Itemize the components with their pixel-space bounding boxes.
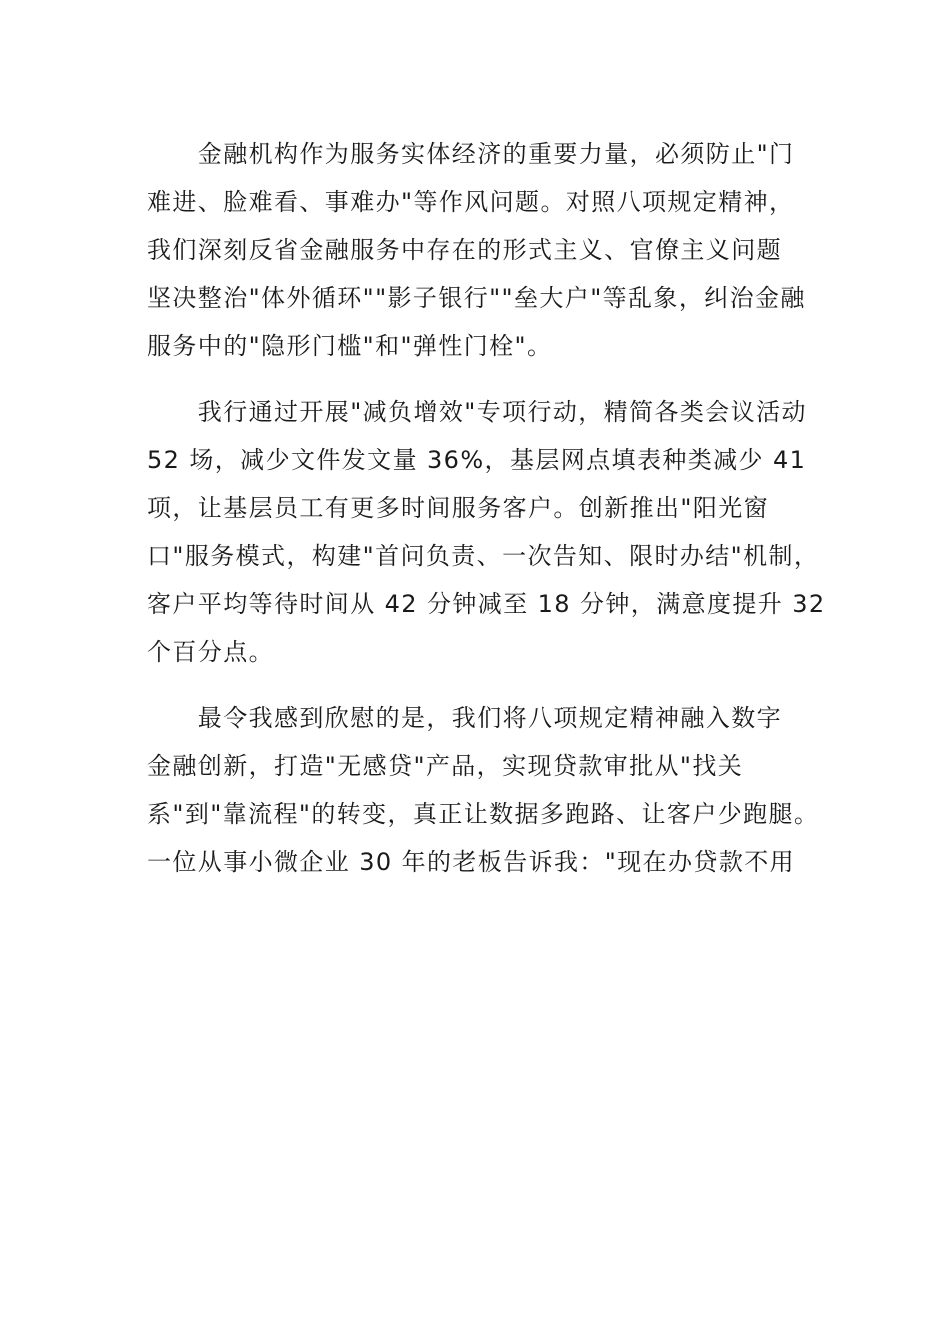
document-body [147,130,826,886]
paragraph-3-line-3: 系"到"靠流程"的转变，真正让数据多跑路、让客户少跑腿。 [147,800,820,828]
paragraph-1-line-4: 坚决整治"体外循环""影子银行""垒大户"等乱象，纠治金融 [147,284,806,312]
paragraph-1-line-2: 难进、脸难看、事难办"等作风问题。对照八项规定精神， [147,188,795,216]
paragraph-2 [147,388,826,676]
paragraph-1-line-1: 金融机构作为服务实体经济的重要力量，必须防止"门 [147,140,795,168]
paragraph-2-line-4: 口"服务模式，构建"首问负责、一次告知、限时办结"机制， [147,542,820,570]
paragraph-3-line-4: 一位从事小微企业 30 年的老板告诉我："现在办贷款不用 [147,848,796,876]
paragraph-1 [147,130,817,370]
paragraph-3-line-1: 最令我感到欣慰的是，我们将八项规定精神融入数字 [147,704,782,732]
paragraph-2-line-6: 个百分点。 [147,638,274,666]
paragraph-spacer [147,370,817,388]
paragraph-3-line-2: 金融创新，打造"无感贷"产品，实现贷款审批从"找关 [147,752,744,780]
paragraph-2-line-1: 我行通过开展"减负增效"专项行动，精简各类会议活动 [147,398,807,426]
paragraph-2-line-2: 52 场，减少文件发文量 36%，基层网点填表种类减少 41 [147,446,807,474]
paragraph-spacer [147,676,817,694]
paragraph-2-line-3: 项，让基层员工有更多时间服务客户。创新推出"阳光窗 [147,494,770,522]
paragraph-1-line-3: 我们深刻反省金融服务中存在的形式主义、官僚主义问题 [147,236,782,264]
paragraph-1-line-5: 服务中的"隐形门槛"和"弹性门栓"。 [147,332,553,360]
paragraph-2-line-5: 客户平均等待时间从 42 分钟减至 18 分钟，满意度提升 32 [147,590,826,618]
paragraph-3 [147,694,820,886]
